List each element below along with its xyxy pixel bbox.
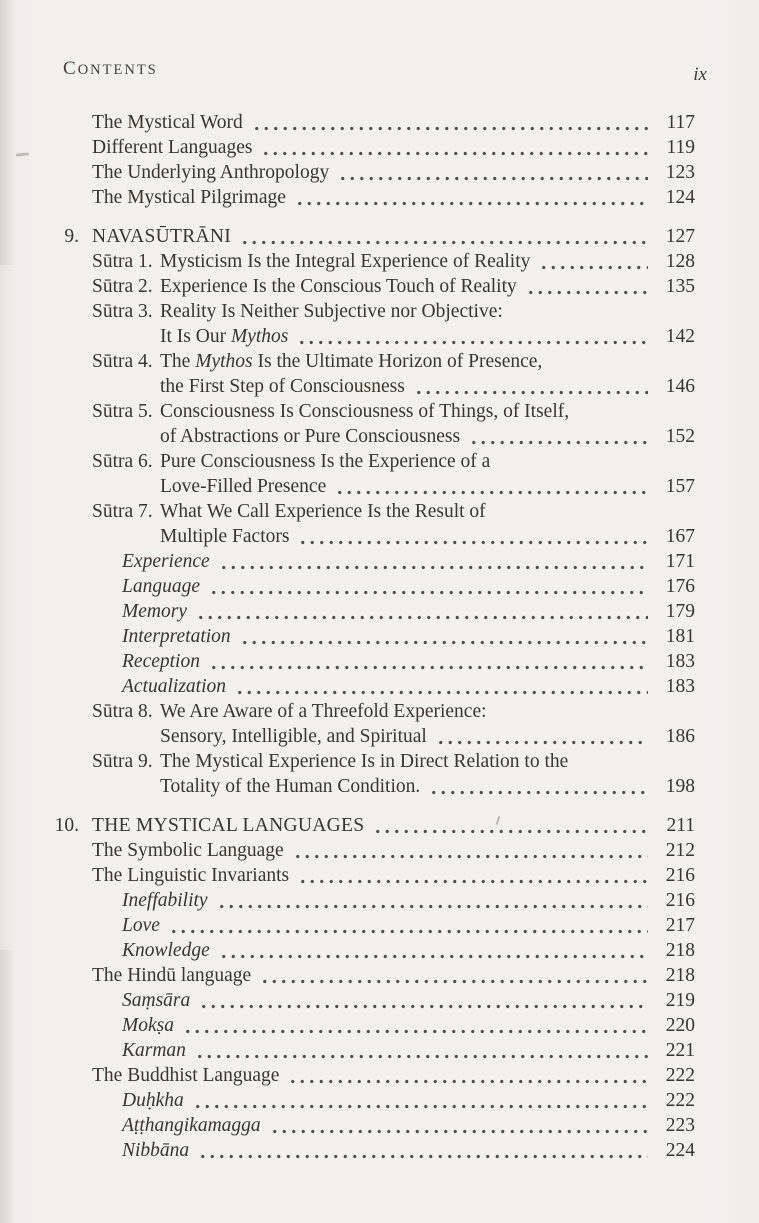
page-number: 128 [665, 251, 695, 272]
entry-text [160, 774, 420, 799]
entry-text [160, 699, 487, 724]
dot-leader [198, 1004, 648, 1009]
page-number: 142 [665, 326, 695, 347]
entry-text-italic: Ineffability [122, 890, 208, 911]
toc-row [53, 274, 695, 299]
toc-row [53, 324, 695, 349]
entry-text [160, 249, 530, 274]
dot-leader [435, 740, 648, 745]
dot-leader [259, 979, 648, 984]
toc-row [53, 424, 695, 449]
entry-text-plain: The Underlying Anthropology [92, 162, 330, 183]
toc-row [53, 749, 695, 774]
page-number: 223 [665, 1115, 695, 1136]
toc-row [53, 649, 695, 674]
entry-text-italic: Mythos [195, 351, 253, 372]
dot-leader [287, 1079, 648, 1084]
sutra-label: Sūtra 1. [92, 251, 153, 272]
dot-leader [297, 879, 648, 884]
page-number: 218 [665, 940, 695, 961]
entry-text [160, 399, 569, 424]
entry-text-italic: Mokṣa [122, 1015, 174, 1036]
dot-leader [296, 340, 648, 345]
toc-row [53, 374, 695, 399]
entry-text [122, 624, 231, 649]
folio-page-number: ix [693, 64, 707, 85]
toc-row [53, 224, 695, 249]
toc-row [53, 549, 695, 574]
entry-text [122, 888, 208, 913]
entry-text-plain: Pure Consciousness Is the Experience of a [160, 451, 491, 472]
entry-text [122, 1038, 186, 1063]
dot-leader [334, 490, 648, 495]
entry-text [92, 224, 231, 249]
entry-text-plain: The Mystical Word [92, 112, 243, 133]
toc-row [53, 1088, 695, 1113]
toc-row [53, 813, 695, 838]
dot-leader [197, 1154, 648, 1159]
dot-leader [239, 640, 648, 645]
page-number: 181 [665, 626, 695, 647]
toc-row [53, 135, 695, 160]
entry-text-italic: Saṃsāra [122, 990, 191, 1011]
page-number: 224 [665, 1140, 695, 1161]
dot-leader [251, 126, 648, 131]
toc-row [53, 963, 695, 988]
toc-row [53, 499, 695, 524]
sutra-label: Sūtra 4. [92, 351, 153, 372]
scan-artifact-dash [16, 152, 29, 156]
entry-text-plain: Mysticism Is the Integral Experience of Reality [160, 251, 531, 272]
toc-row [53, 160, 695, 185]
page-number: 198 [665, 776, 695, 797]
scan-edge-shadow-top [0, 0, 18, 265]
page-number: 127 [665, 226, 695, 247]
entry-text-plain: The Mystical Experience Is in Direct Relation to the [160, 751, 569, 772]
entry-text-plain: The [160, 351, 196, 372]
sutra-label: Sūtra 8. [92, 701, 153, 722]
entry-text-plain: We Are Aware of a Threefold Experience: [160, 701, 487, 722]
entry-text-plain: The Linguistic Invariants [92, 865, 290, 886]
toc-row [53, 185, 695, 210]
page-number: 176 [665, 576, 695, 597]
toc-list [53, 110, 695, 1163]
toc-row [53, 699, 695, 724]
dot-leader [168, 929, 648, 934]
entry-text [122, 599, 187, 624]
toc-row [53, 110, 695, 135]
dot-leader [208, 665, 648, 670]
toc-row [53, 888, 695, 913]
entry-text-plain: Totality of the Human Condition. [160, 776, 421, 797]
dot-leader [216, 904, 648, 909]
entry-text [160, 349, 542, 374]
dot-leader [292, 854, 648, 859]
toc-row [53, 299, 695, 324]
page-number: 220 [665, 1015, 695, 1036]
page-number: 183 [665, 676, 695, 697]
entry-text-italic: Aṭṭhangikamagga [122, 1115, 261, 1136]
toc-row [53, 1013, 695, 1038]
sutra-label: Sūtra 9. [92, 751, 153, 772]
dot-leader [195, 615, 648, 620]
entry-text-plain: Different Languages [92, 137, 253, 158]
toc-row [53, 624, 695, 649]
entry-text [160, 274, 517, 299]
entry-text-italic: Language [122, 576, 200, 597]
entry-text-italic: Karman [122, 1040, 186, 1061]
page-number: 219 [665, 990, 695, 1011]
entry-text-italic: Mythos [230, 326, 289, 347]
entry-text [122, 988, 190, 1013]
page-number: 211 [666, 815, 695, 836]
toc-row [53, 449, 695, 474]
page-number: 171 [665, 551, 695, 572]
entry-text-italic: Experience [122, 551, 210, 572]
entry-text [160, 374, 405, 399]
entry-text [122, 549, 210, 574]
dot-leader [182, 1029, 648, 1034]
dot-leader [208, 590, 648, 595]
entry-text [122, 938, 210, 963]
entry-text [122, 1088, 184, 1113]
entry-text [160, 299, 503, 324]
page-number: 146 [665, 376, 695, 397]
page-number: 216 [665, 890, 695, 911]
page-number: 167 [665, 526, 695, 547]
toc-row [53, 599, 695, 624]
entry-text [92, 838, 284, 863]
toc-row [53, 249, 695, 274]
entry-text-plain: Experience Is the Conscious Touch of Reality [160, 276, 517, 297]
page-number: 218 [665, 965, 695, 986]
page-number: 222 [665, 1065, 695, 1086]
entry-text-italic: Nibbāna [122, 1140, 190, 1161]
entry-text [160, 524, 289, 549]
entry-text-plain: The Symbolic Language [92, 840, 284, 861]
sutra-label: Sūtra 3. [92, 301, 153, 322]
dot-leader [294, 201, 648, 206]
page-number: 152 [665, 426, 695, 447]
entry-text [92, 863, 289, 888]
toc-row [53, 838, 695, 863]
entry-text-plain: NAVASŪTRĀNI [92, 226, 232, 247]
entry-text [160, 324, 288, 349]
toc-row [53, 524, 695, 549]
toc-row [53, 774, 695, 799]
entry-text [122, 574, 200, 599]
entry-text-plain: It Is Our [160, 326, 231, 347]
toc-row [53, 863, 695, 888]
dot-leader [468, 440, 648, 445]
toc-row [53, 674, 695, 699]
page-number: 186 [665, 726, 695, 747]
toc-row [53, 349, 695, 374]
page-number: 222 [665, 1090, 695, 1111]
entry-text-plain: Sensory, Intelligible, and Spiritual [160, 726, 427, 747]
entry-text [92, 1063, 279, 1088]
toc-row [53, 988, 695, 1013]
dot-leader [413, 390, 648, 395]
entry-text-plain: Love-Filled Presence [160, 476, 327, 497]
entry-text [160, 724, 427, 749]
toc-row [53, 399, 695, 424]
toc-row [53, 1138, 695, 1163]
entry-text-plain: Consciousness Is Consciousness of Things, of Itself, [160, 401, 570, 422]
sutra-label: Sūtra 6. [92, 451, 153, 472]
entry-text-italic: Duḥkha [122, 1090, 184, 1111]
dot-leader [337, 176, 648, 181]
dot-leader [218, 565, 648, 570]
dot-leader [372, 829, 648, 834]
dot-leader [269, 1129, 648, 1134]
page-number: 124 [665, 187, 695, 208]
entry-text [122, 913, 160, 938]
running-head-rest: ONTENTS [77, 62, 158, 78]
entry-text [160, 474, 326, 499]
entry-text-italic: Reception [122, 651, 200, 672]
entry-text-italic: Love [122, 915, 160, 936]
dot-leader [538, 265, 648, 270]
entry-text [160, 424, 460, 449]
entry-text-plain: Reality Is Neither Subjective nor Objective: [160, 301, 503, 322]
running-head-initial: C [63, 58, 78, 79]
dot-leader [525, 290, 648, 295]
dot-leader [428, 790, 648, 795]
entry-text [122, 1013, 174, 1038]
entry-text [92, 185, 286, 210]
entry-text-plain: the First Step of Consciousness [160, 376, 405, 397]
sutra-label: Sūtra 5. [92, 401, 153, 422]
entry-text-plain: The Hindū language [92, 965, 252, 986]
entry-text-plain: of Abstractions or Pure Consciousness [160, 426, 461, 447]
dot-leader [192, 1104, 648, 1109]
sutra-label: Sūtra 2. [92, 276, 153, 297]
chapter-number: 10. [54, 815, 79, 836]
page-number: 117 [666, 112, 695, 133]
dot-leader [194, 1054, 648, 1059]
entry-text [122, 674, 226, 699]
entry-text [92, 160, 329, 185]
page-number: 135 [665, 276, 695, 297]
page-number: 212 [665, 840, 695, 861]
entry-text [92, 813, 364, 838]
toc-row [53, 724, 695, 749]
entry-text-plain: Is the Ultimate Horizon of Presence, [252, 351, 543, 372]
entry-text [160, 749, 568, 774]
entry-text-plain: THE MYSTICAL LANGUAGES [92, 815, 365, 836]
entry-text [160, 499, 486, 524]
dot-leader [297, 540, 648, 545]
toc-row [53, 913, 695, 938]
entry-text-italic: Knowledge [122, 940, 210, 961]
running-head-contents [63, 58, 158, 80]
page-number: 216 [665, 865, 695, 886]
entry-text [92, 110, 243, 135]
entry-text-italic: Memory [122, 601, 187, 622]
page-number: 119 [666, 137, 695, 158]
entry-text-italic: Interpretation [122, 626, 231, 647]
entry-text [122, 1138, 189, 1163]
entry-text [160, 449, 490, 474]
sutra-label: Sūtra 7. [92, 501, 153, 522]
dot-leader [260, 151, 648, 156]
entry-text-italic: Actualization [122, 676, 226, 697]
toc-row [53, 574, 695, 599]
page-number: 221 [665, 1040, 695, 1061]
toc-row [53, 1113, 695, 1138]
toc-row [53, 938, 695, 963]
entry-text [92, 135, 252, 160]
dot-leader [239, 240, 648, 245]
entry-text-plain: What We Call Experience Is the Result of [160, 501, 486, 522]
page-number: 157 [665, 476, 695, 497]
entry-text-plain: The Mystical Pilgrimage [92, 187, 286, 208]
toc-row [53, 1063, 695, 1088]
chapter-number: 9. [64, 226, 79, 247]
toc-row [53, 474, 695, 499]
page-number: 179 [665, 601, 695, 622]
entry-text [122, 649, 200, 674]
page-number: 217 [665, 915, 695, 936]
toc-row [53, 1038, 695, 1063]
dot-leader [218, 954, 648, 959]
page-number: 183 [665, 651, 695, 672]
entry-text-plain: Multiple Factors [160, 526, 290, 547]
entry-text [122, 1113, 261, 1138]
dot-leader [234, 690, 648, 695]
scan-edge-shadow-bottom [0, 950, 16, 1223]
entry-text [92, 963, 251, 988]
entry-text-plain: The Buddhist Language [92, 1065, 280, 1086]
page-number: 123 [665, 162, 695, 183]
